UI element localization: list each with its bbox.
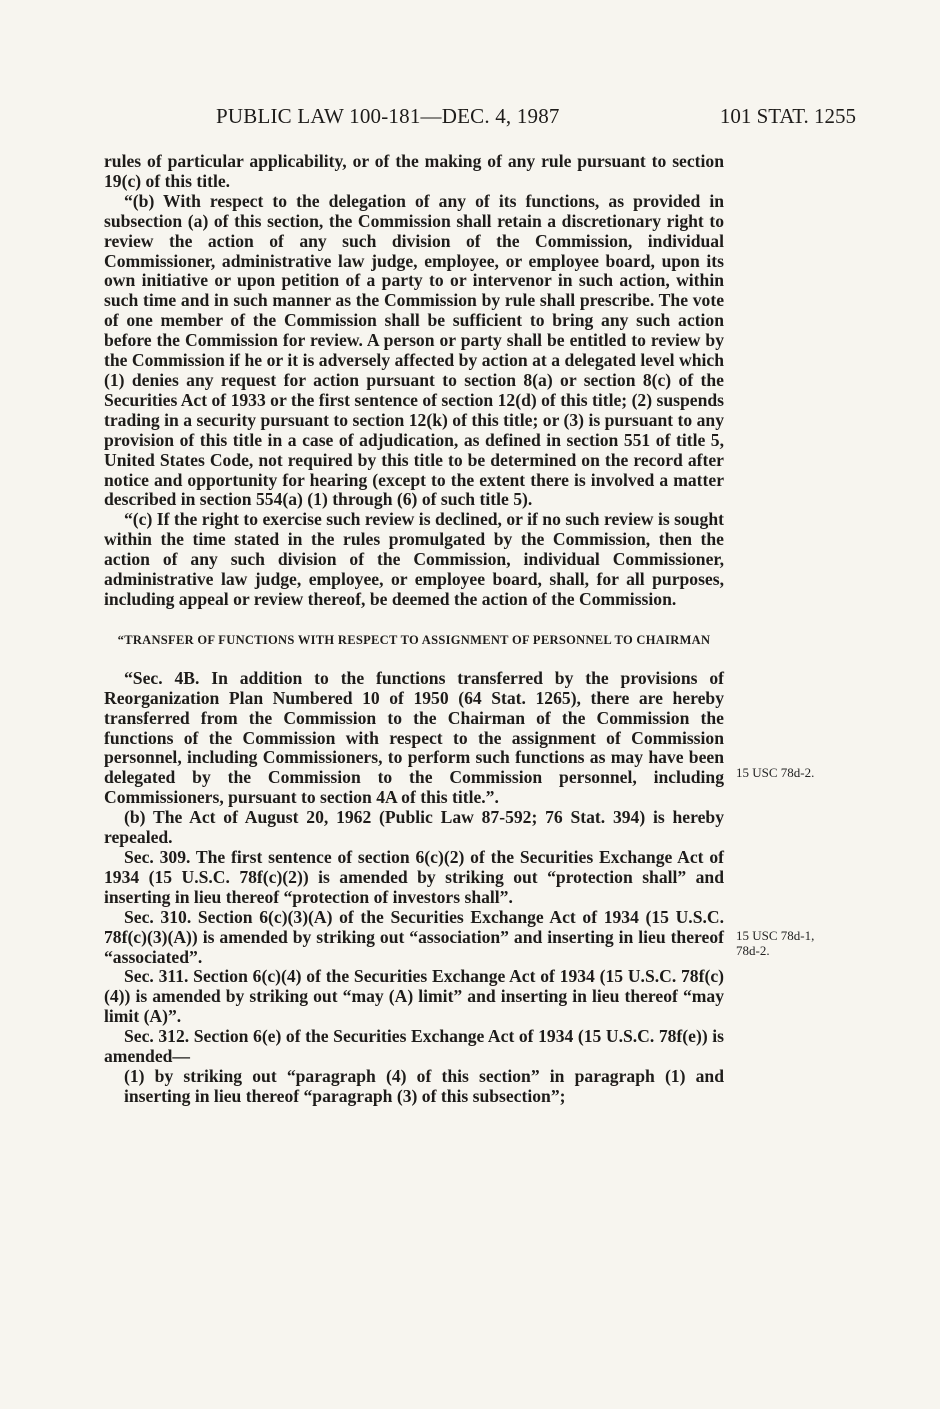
paragraph-sec-312: Sec. 312. Section 6(e) of the Securities Exchange Act of 1934 (15 U.S.C. 78f(e)) is amended— [104,1026,724,1067]
page-title: PUBLIC LAW 100-181—DEC. 4, 1987 [216,104,560,128]
paragraph-sec-311: Sec. 311. Section 6(c)(4) of the Securities Exchange Act of 1934 (15 U.S.C. 78f(c)(4)) is amended by striking out “may (A) limit” and inserting in lieu thereof “may limit (A)”. [104,966,724,1027]
paragraph-subsection-b: “(b) With respect to the delegation of any of its functions, as provided in subsection (a) of this section, the Commission shall retain a discretionary right to review the action of any such division of the Commission, individual Commissioner, administrative law judge, employee, or employee board, upon its own initiative or upon petition of a party to or intervenor in such action, within such time and in such manner as the Commission by rule shall prescribe. The vote of one member of the Commission shall be sufficient to bring any such action before the Commission for review. A person or party shall be entitled to review by the Commission if he or it is adversely affected by action at a delegated level which (1) denies any request for action pursuant to section 8(a) or section 8(c) of the Securities Act of 1933 or the first sentence of section 12(d) of this title; (2) suspends trading in a security pursuant to section 12(k) of this title; or (3) is pursuant to any provision of this title in a case of adjudication, as defined in section 551 of title 5, United States Code, not required by this title to be determined on the record after notice and opportunity for hearing (except to the extent there is involved a matter described in section 554(a) (1) through (6) of such title 5). [104,190,724,510]
margin-note-usc-78d-2 [736,765,856,780]
paragraph-subsection-c: “(c) If the right to exercise such review is declined, or if no such review is sought within the time stated in the rules promulgated by the Commission, then the action of any such division of the Commission, individual Commissioner, administrative law judge, employee, or employee board, shall, for all purposes, including appeal or review thereof, be deemed the action of the Commission. [104,509,724,609]
paragraph-sec-4b: “Sec. 4B. In addition to the functions transferred by the provisions of Reorganization Plan Numbered 10 of 1950 (64 Stat. 1265), there are hereby transferred from the Commission to the Chairman of the Commission the functions of the Commission with respect to the assignment of Commission personnel, including Commissioners, to perform such functions as may have been delegated by the Commission to the Commission personnel, including Commissioners, pursuant to section 4A of this title.”. [104,667,724,808]
margin-note-line: 15 USC 78d-1, [736,928,815,943]
paragraph-continuation: rules of particular applicability, or of the making of any rule pursuant to section 19(c) of this title. [104,151,724,191]
margin-note-text: 15 USC 78d-2. [736,765,815,780]
running-head [216,104,856,134]
paragraph-repeal: (b) The Act of August 20, 1962 (Public Law 87-592; 76 Stat. 394) is hereby repealed. [104,807,724,848]
margin-note-usc-78d-1 [736,928,856,958]
paragraph-sec-312-item-1: (1) by striking out “paragraph (4) of this section” in paragraph (1) and inserting in lieu thereof “paragraph (3) of this subsection”; [124,1065,724,1106]
body-text [104,152,724,1107]
margin-note-line: 78d-2. [736,943,770,958]
page-number: 101 STAT. 1255 [719,104,856,128]
section-heading: “TRANSFER OF FUNCTIONS WITH RESPECT TO ASSIGNMENT OF PERSONNEL TO CHAIRMAN [117,632,711,647]
paragraph-sec-310: Sec. 310. Section 6(c)(3)(A) of the Securities Exchange Act of 1934 (15 U.S.C. 78f(c)(3)(A)) is amended by striking out “association” and inserting in lieu thereof “associated”. [104,906,724,967]
paragraph-sec-309: Sec. 309. The first sentence of section 6(c)(2) of the Securities Exchange Act of 1934 (15 U.S.C. 78f(c)(2)) is amended by striking out “protection shall” and inserting in lieu thereof “protection of investors shall”. [104,847,724,907]
